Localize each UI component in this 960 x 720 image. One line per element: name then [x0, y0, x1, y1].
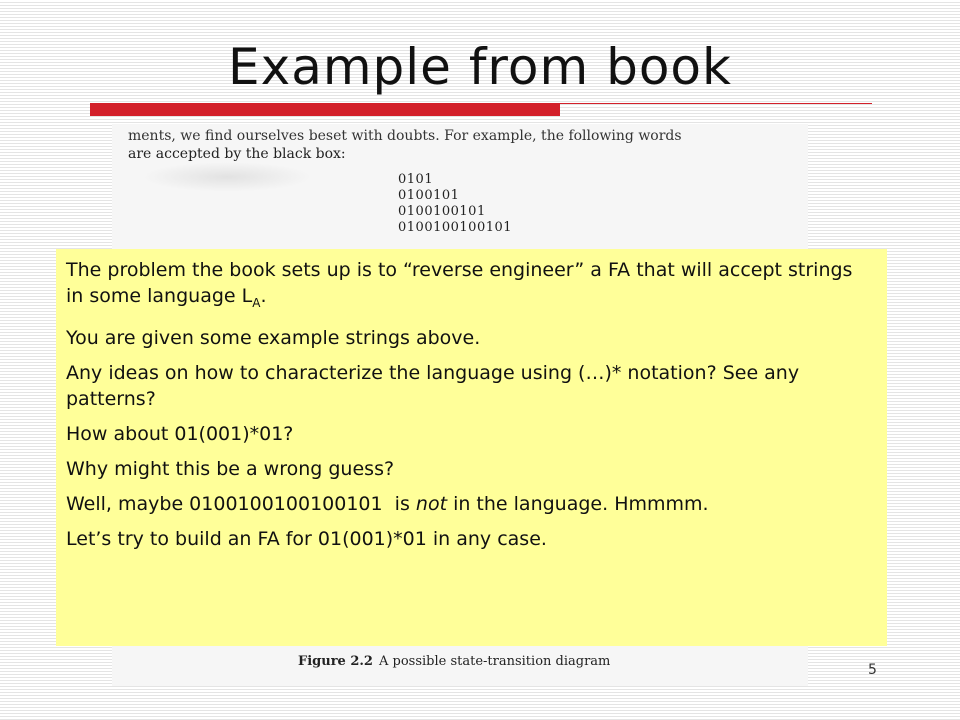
note-paragraph-2: You are given some example strings above.: [66, 326, 481, 349]
note-paragraph-4: How about 01(001)*01?: [66, 422, 294, 445]
note-p6-text: Well, maybe 0100100100100101 is: [66, 492, 416, 515]
figure-caption-label: Figure 2.2: [298, 654, 373, 669]
note-paragraph-6: [66, 491, 873, 517]
title-underline-thick: [90, 103, 560, 116]
scan-text-line-2: are accepted by the black box:: [128, 146, 346, 162]
note-paragraph-3: Any ideas on how to characterize the language using (…)* notation? See any patterns?: [66, 361, 800, 410]
note-paragraph-7: Let’s try to build an FA for 01(001)*01 in any case.: [66, 527, 547, 550]
note-paragraph-1: [66, 257, 873, 316]
scan-text-line-1: ments, we find ourselves beset with doubts. For example, the following words: [128, 128, 682, 144]
note-p6-emphasis: not: [415, 492, 448, 515]
accepted-word: 0100101: [398, 188, 460, 203]
figure-caption: [298, 654, 610, 669]
note-paragraph-5: Why might this be a wrong guess?: [66, 457, 395, 480]
accepted-word: 0100100101: [398, 204, 486, 219]
note-p1-text: The problem the book sets up is to “reverse engineer” a FA that will accept strings in some language L: [66, 259, 853, 307]
title-underline-thin: [560, 103, 872, 104]
note-box: [56, 249, 887, 646]
note-p1-end: .: [260, 285, 267, 307]
note-p1-subscript: A: [252, 295, 261, 310]
scan-smudge: [142, 162, 312, 192]
accepted-word: 0101: [398, 172, 434, 187]
accepted-words-list: [398, 172, 512, 236]
page-number: 5: [868, 662, 877, 678]
note-p6-end: in the language. Hmmmm.: [447, 492, 709, 515]
figure-caption-text: A possible state-transition diagram: [378, 654, 611, 669]
accepted-word: 0100100100101: [398, 220, 513, 235]
slide-title: Example from book: [228, 38, 732, 96]
